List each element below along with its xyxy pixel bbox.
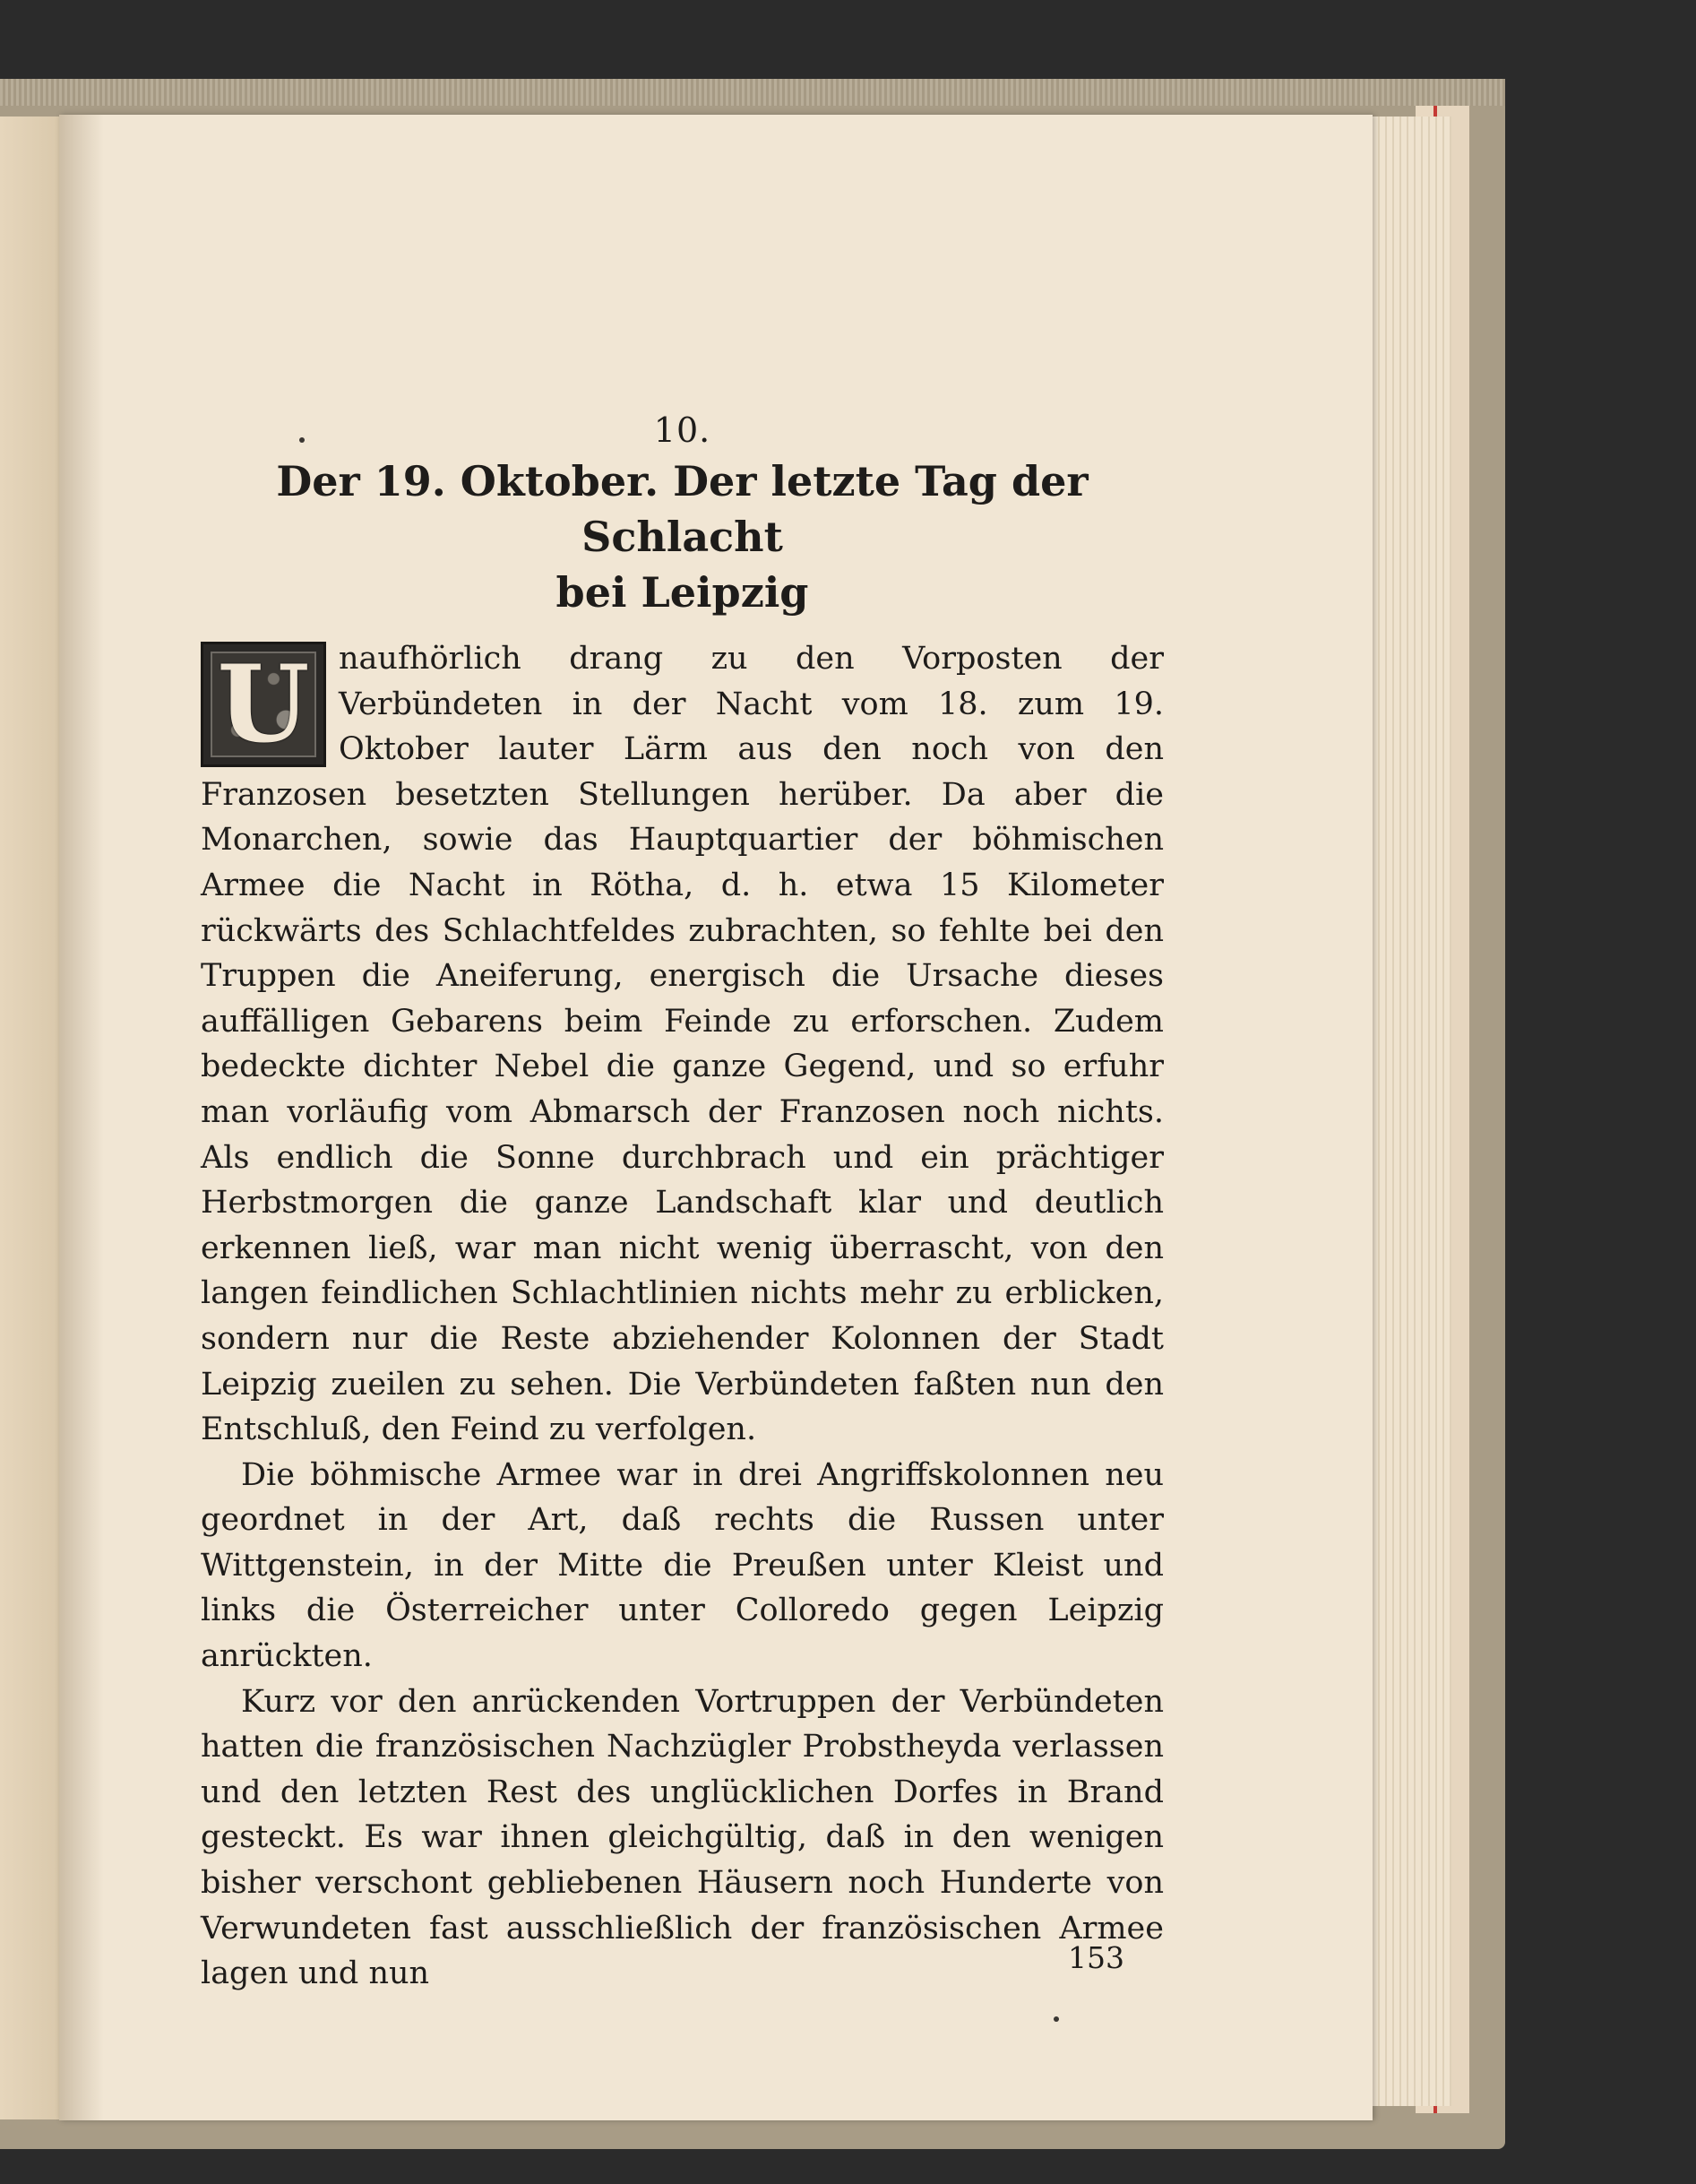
chapter-title-line2: bei Leipzig bbox=[555, 568, 809, 617]
paragraph-1-text: naufhörlich drang zu den Vorposten der Verbündeten in der Nacht vom 18. zum 19. Oktober lauter Lärm aus den noch von den Franzosen besetzten Stellungen herüber. Da aber die Monarchen, sowie das Hauptquartier der böhmischen Armee die Nacht in Rötha, d. h. etwa 15 Kilometer rückwärts des Schlachtfeldes zubrachten, so fehlte bei den Truppen die Aneiferung, energisch die Ursache dieses auffälligen Gebarens beim Feinde zu erforschen. Zudem bedeckte dichter Nebel die ganze Gegend, und so erfuhr man vorläufig vom Abmarsch der Franzosen noch nichts. Als endlich die Sonne durchbrach und ein prächtiger Herbstmorgen die ganze Landschaft klar und deutlich erkennen ließ, war man nicht wenig überrascht, von den langen feindlichen Schlachtlinien nichts mehr zu erblicken, sondern nur die Reste abziehender Kolonnen der Stadt Leipzig zueilen zu sehen. Die Verbündeten faßten nun den Entschluß, den Feind zu verfolgen. bbox=[201, 641, 1164, 1448]
page-content bbox=[201, 410, 1164, 1997]
initial-letter: U bbox=[217, 641, 310, 766]
chapter-title bbox=[201, 453, 1164, 620]
chapter-number: 10. bbox=[653, 410, 711, 450]
left-page-edge bbox=[0, 117, 63, 2119]
decorative-initial bbox=[201, 642, 326, 767]
book-page bbox=[59, 115, 1373, 2120]
paragraph-2: Die böhmische Armee war in drei Angriffskolonnen neu geordnet in der Art, daß rechts die Russen unter Wittgenstein, in der Mitte die Preußen unter Kleist und links die Österreicher unter Colloredo gegen Leipzig anrückten. bbox=[201, 1456, 1164, 1675]
book-spine-cloth bbox=[0, 79, 1505, 106]
speck-mark bbox=[1054, 2016, 1059, 2022]
gutter-shadow bbox=[59, 115, 104, 2120]
chapter-title-line1: Der 19. Oktober. Der letzte Tag der Schlacht bbox=[276, 457, 1089, 561]
page-number: 153 bbox=[1068, 1940, 1124, 1975]
speck-mark bbox=[299, 437, 305, 443]
paragraph-1 bbox=[201, 636, 1164, 1453]
paragraph-3: Kurz vor den anrückenden Vortruppen der Verbündeten hatten die französischen Nachzügler Probstheyda verlassen und den letzten Rest des unglücklichen Dorfes in Brand gesteckt. Es war ihnen gleichgültig, daß in den wenigen bisher verschont gebliebenen Häusern noch Hunderte von Verwundeten fast ausschließlich der französischen Armee lagen und nun bbox=[201, 1683, 1164, 1992]
